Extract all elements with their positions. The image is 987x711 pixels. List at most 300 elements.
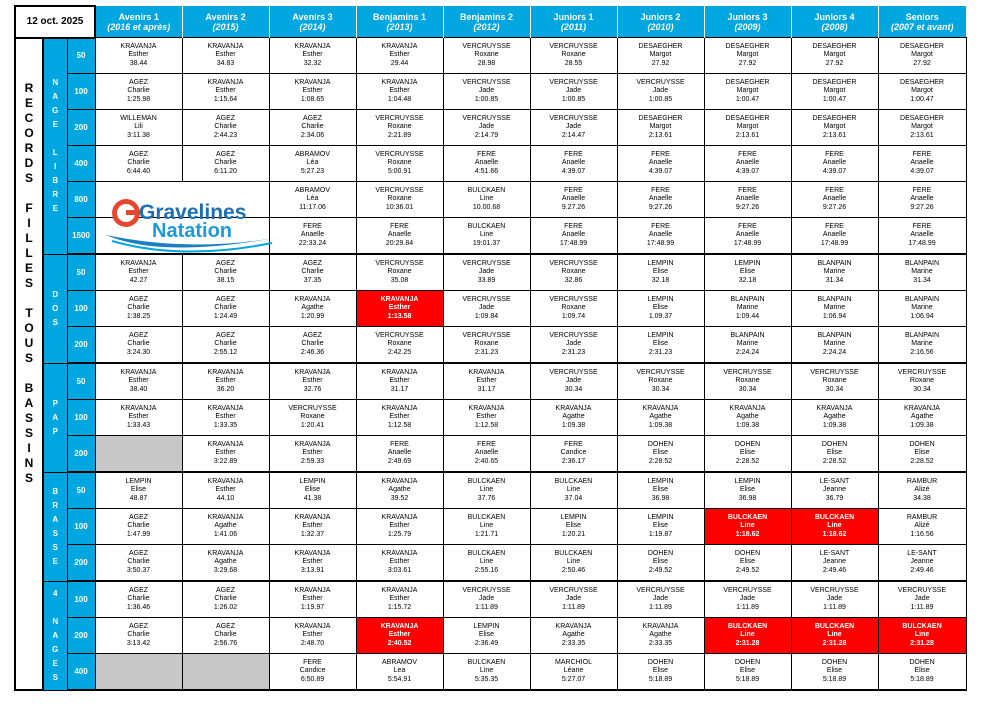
record-cell [704,327,791,364]
record-time: 10:36.01 [385,203,414,211]
record-time: 5:18.89 [910,675,934,683]
category-name: Avenirs 2 [205,11,246,22]
record-time: 2:31.28 [910,639,934,647]
swimmer-firstname: Elise [826,449,843,457]
swimmer-surname: DOHEN [909,440,935,448]
record-cell [530,400,617,436]
record-time: 1:38.25 [126,312,151,320]
record-cell [182,291,269,327]
swimmer-firstname: Roxane [909,377,935,385]
swimmer-firstname: Anaelle [910,231,934,239]
stroke-letter: E [52,204,58,213]
record-time: 2:56.76 [213,639,238,647]
swimmer-surname: VERCRUYSSE [375,114,424,122]
record-cell [95,400,182,436]
record-cell [617,581,704,618]
swimmer-firstname: Esther [302,631,323,639]
swimmer-surname: KRAVANJA [381,513,418,521]
stroke-label [43,38,67,255]
record-cell [878,182,966,218]
record-cell-highlighted [704,509,791,545]
record-cell [269,327,356,364]
swimmer-surname: VERCRUYSSE [375,331,424,339]
record-cell [269,472,356,509]
distance-label: 100 [67,581,95,618]
record-time: 1:11.89 [649,603,672,611]
swimmer-firstname: Roxane [387,123,412,131]
distance-label: 1500 [67,218,95,255]
swimmer-firstname: Charlie [214,595,237,603]
swimmer-firstname: Esther [389,522,410,530]
record-cell [791,74,878,110]
record-cell [791,654,878,691]
swimmer-firstname: Jade [565,595,582,603]
table-row [15,436,966,473]
distance-label: 200 [67,545,95,582]
record-time: 32.18 [651,276,670,284]
category-name: Benjamins 2 [459,11,514,22]
empty-cell [95,436,182,473]
record-cell [617,254,704,291]
record-cell [791,254,878,291]
swimmer-firstname: Charlie [127,522,150,530]
swimmer-surname: KRAVANJA [294,368,331,376]
category-years: (2011) [560,21,587,32]
swimmer-surname: VERCRUYSSE [462,586,511,594]
swimmer-surname: KRAVANJA [381,404,418,412]
record-time: 1:20.21 [561,530,586,538]
record-time: 2:14.47 [561,131,586,139]
swimmer-surname: KRAVANJA [381,477,418,485]
title-letter: S [24,410,33,425]
record-time: 1:06.94 [822,312,847,320]
swimmer-firstname: Jeanne [823,558,846,566]
empty-cell [182,654,269,691]
swimmer-surname: BULCKAEN [467,658,506,666]
swimmer-surname: BULCKAEN [814,513,855,521]
category-name: Avenirs 3 [292,11,333,22]
swimmer-surname: VERCRUYSSE [723,586,772,594]
record-cell [443,436,530,473]
record-cell [95,545,182,582]
swimmer-firstname: Jade [478,595,495,603]
swimmer-surname: VERCRUYSSE [462,78,511,86]
record-time: 4:51.66 [474,167,499,175]
swimmer-firstname: Jade [914,595,930,603]
record-cell [530,472,617,509]
swimmer-firstname: Charlie [214,268,237,276]
record-time: 1:00.47 [822,95,847,103]
record-cell-highlighted [878,618,966,654]
swimmer-firstname: Lea [393,667,406,675]
title-letter: D [24,155,34,170]
record-cell [269,110,356,146]
swimmer-firstname: Jade [478,87,495,95]
category-years: (2007 et avant) [890,21,954,32]
record-cell [95,509,182,545]
record-time: 1.09.37 [648,312,673,320]
swimmer-surname: BLANPAIN [904,259,940,267]
swimmer-firstname: Esther [215,413,236,421]
swimmer-surname: AGEZ [128,549,149,557]
swimmer-firstname: Anaelle [561,231,586,239]
record-time: 2:13.61 [822,131,847,139]
swimmer-surname: LEMPIN [647,477,674,485]
swimmer-firstname: Léane [563,667,584,675]
swimmer-firstname: Esther [128,413,149,421]
swimmer-surname: KRAVANJA [120,368,157,376]
swimmer-surname: KRAVANJA [381,549,418,557]
swimmer-surname: LE-SANT [907,549,937,557]
record-time: 2:14.79 [474,131,499,139]
record-time: 1:41.06 [213,530,238,538]
title-letter: E [24,260,33,275]
swimmer-surname: VERCRUYSSE [549,586,598,594]
record-cell [791,182,878,218]
swimmer-surname: FERE [912,150,932,158]
record-time: 1:20.99 [300,312,325,320]
record-time: 30.34 [913,385,931,393]
record-cell [269,545,356,582]
record-cell [704,472,791,509]
record-cell [182,146,269,182]
category-name: Avenirs 1 [118,11,159,22]
swimmer-firstname: Marine [823,340,846,348]
swimmer-firstname: Jade [652,595,669,603]
swimmer-firstname: Marine [736,304,759,312]
swimmer-surname: KRAVANJA [207,78,244,86]
record-cell [443,400,530,436]
record-cell [878,581,966,618]
swimmer-surname: DESAEGHER [812,78,857,86]
record-cell [617,327,704,364]
category-name: Juniors 1 [553,11,594,22]
swimmer-firstname: Roxane [474,340,499,348]
record-cell [878,327,966,364]
record-cell [530,182,617,218]
record-cell [530,327,617,364]
swimmer-surname: AGEZ [215,114,236,122]
category-years: (2010) [647,21,674,32]
record-time: 1:15.72 [387,603,412,611]
swimmer-firstname: Jade [826,595,843,603]
record-time: 1:20.41 [300,421,325,429]
swimmer-firstname: Line [479,195,494,203]
record-cell [95,291,182,327]
record-time: 2:21.89 [387,131,412,139]
swimmer-firstname: Roxane [387,340,412,348]
record-time: 17:48.99 [820,239,849,247]
record-cell [704,182,791,218]
swimmer-firstname: Esther [128,377,149,385]
record-time: 2:49.69 [387,457,412,465]
swimmer-surname: KRAVANJA [207,440,244,448]
record-cell [878,291,966,327]
swimmer-surname: AGEZ [215,150,236,158]
swimmer-surname: BLANPAIN [904,331,940,339]
record-cell [356,74,443,110]
table-row [15,581,966,618]
record-time: 44.10 [216,494,235,502]
distance-label: 50 [67,38,95,74]
stroke-letter: E [52,120,58,129]
swimmer-surname: VERCRUYSSE [462,331,511,339]
swimmer-firstname: Marine [823,304,846,312]
swimmer-firstname: Esther [302,51,323,59]
record-cell [530,218,617,255]
category-name: Seniors [905,11,939,22]
record-time: 31.17 [390,385,409,393]
record-cell [182,110,269,146]
record-time: 37.35 [303,276,322,284]
swimmer-firstname: Roxane [387,268,412,276]
swimmer-surname: DOHEN [734,440,761,448]
record-cell [95,74,182,110]
swimmer-surname: BLANPAIN [817,295,852,303]
swimmer-firstname: Line [827,522,842,530]
swimmer-firstname: Roxane [300,413,325,421]
record-time: 2:33.35 [561,639,586,647]
logo-text-line1: Gravelines [139,201,247,224]
record-cell [617,291,704,327]
swimmer-firstname: Anaelle [474,159,499,167]
title-letter: S [24,425,33,440]
swimmer-surname: KRAVANJA [207,477,244,485]
swimmer-firstname: Agathe [388,486,411,494]
record-time: 1:04.48 [387,95,412,103]
swimmer-firstname: Marine [911,268,933,276]
stroke-letter: N [52,616,59,626]
record-time: 32.76 [303,385,322,393]
stroke-letter: P [52,426,58,436]
record-time: 2:42.25 [387,348,412,356]
record-cell [704,581,791,618]
swimmer-firstname: Line [479,231,494,239]
record-cell [182,363,269,400]
record-cell [878,218,966,255]
record-cell [182,618,269,654]
record-cell [443,110,530,146]
swimmer-firstname: Elise [914,667,930,675]
record-time: 48.87 [129,494,148,502]
swimmer-surname: FERE [477,150,496,158]
category-name: Juniors 3 [727,11,768,22]
record-cell [791,363,878,400]
swimmer-firstname: Line [479,558,494,566]
records-title-vertical [15,38,43,691]
record-cell [443,363,530,400]
record-time: 4:39.07 [735,167,760,175]
swimmer-firstname: Charlie [127,558,150,566]
record-cell [530,74,617,110]
record-cell [356,146,443,182]
swimmer-firstname: Anaelle [648,231,673,239]
record-time: 1:13.58 [387,312,412,320]
swimmer-surname: BULCKAEN [467,549,506,557]
record-time: 1:06.94 [910,312,934,320]
swimmer-surname: BULCKAEN [554,477,593,485]
record-time: 2:13.61 [910,131,934,139]
stroke-letter: R [52,500,59,510]
swimmer-firstname: Anaelle [648,159,673,167]
record-cell [356,218,443,255]
record-time: 1:09.38 [648,421,673,429]
record-cell [878,38,966,74]
record-time: 28.98 [477,59,496,67]
record-cell-highlighted [704,618,791,654]
record-cell [95,327,182,364]
record-time: 1:18.62 [822,530,847,538]
record-time: 6:44.40 [126,167,151,175]
record-time: 5:18.89 [735,675,760,683]
record-time: 22:33.24 [298,239,327,247]
distance-label: 50 [67,254,95,291]
record-cell [269,618,356,654]
swimmer-surname: VERCRUYSSE [897,368,947,376]
record-cell [617,110,704,146]
swimmer-surname: VERCRUYSSE [810,586,859,594]
record-cell [443,38,530,74]
swimmer-surname: FERE [651,222,670,230]
title-letter: I [27,440,31,455]
record-time: 1:09.44 [735,312,760,320]
table-row [15,38,966,74]
swimmer-firstname: Esther [215,449,236,457]
record-cell [878,363,966,400]
record-cell [530,146,617,182]
record-cell [443,254,530,291]
swimmer-firstname: Esther [302,522,323,530]
record-cell [269,38,356,74]
swimmer-firstname: Anaelle [648,195,673,203]
record-cell [530,581,617,618]
record-cell [704,254,791,291]
swimmer-surname: DESAEGHER [725,42,770,50]
record-cell [95,581,182,618]
swimmer-firstname: Anaelle [387,449,412,457]
swimmer-firstname: Agathe [562,631,585,639]
swimmer-surname: LEMPIN [299,477,326,485]
record-time: 5:00.91 [387,167,412,175]
distance-label: 100 [67,400,95,436]
record-cell [356,400,443,436]
swimmer-firstname: Margot [736,51,759,59]
swimmer-surname: FERE [303,222,322,230]
swimmer-firstname: Léa [306,195,319,203]
record-cell [443,327,530,364]
swimmer-firstname: Charlie [214,631,237,639]
title-letter: L [25,245,33,260]
record-time: 9:27.26 [822,203,847,211]
swimmer-surname: VERCRUYSSE [810,368,859,376]
stroke-letter: O [52,303,59,313]
swimmer-firstname: Anaelle [910,195,934,203]
record-time: 17:48.99 [646,239,675,247]
record-time: 3:22.89 [213,457,238,465]
swimmer-surname: FERE [651,186,670,194]
record-cell [443,218,530,255]
record-time: 2:49.52 [735,566,760,574]
table-row [15,74,966,110]
swimmer-surname: LEMPIN [647,259,674,267]
record-cell [182,472,269,509]
record-cell [617,38,704,74]
title-letter: I [27,215,31,230]
swimmer-surname: LEMPIN [473,622,500,630]
column-header [791,6,878,38]
swimmer-firstname: Lili [134,123,143,131]
record-cell [95,363,182,400]
record-cell-highlighted [791,509,878,545]
swimmer-surname: DOHEN [734,658,761,666]
swimmer-surname: VERCRUYSSE [636,586,685,594]
record-cell [530,254,617,291]
record-time: 9.27.26 [561,203,586,211]
record-cell [95,38,182,74]
swimmer-surname: DESAEGHER [900,78,944,86]
record-cell [95,618,182,654]
swimmer-surname: KRAVANJA [120,404,157,412]
record-time: 1:33.35 [213,421,238,429]
title-letter: S [24,170,33,185]
record-time: 2:46.36 [300,348,325,356]
record-cell [443,545,530,582]
record-cell [443,654,530,691]
record-cell [356,182,443,218]
record-cell [617,400,704,436]
record-cell [530,363,617,400]
record-time: 2:34.06 [300,131,325,139]
swimmer-firstname: Elise [652,522,669,530]
record-time: 27.92 [913,59,931,67]
stroke-letter: S [52,542,58,552]
record-time: 17:48.99 [908,239,936,247]
swimmer-firstname: Anaelle [561,195,586,203]
empty-cell [95,654,182,691]
record-cell [269,509,356,545]
swimmer-surname: DESAEGHER [812,114,857,122]
swimmer-surname: KRAVANJA [294,513,331,521]
swimmer-surname: LE-SANT [819,477,850,485]
record-time: 2:16.56 [910,348,934,356]
table-row [15,509,966,545]
swimmer-firstname: Charlie [214,340,237,348]
swimmer-surname: KRAVANJA [816,404,853,412]
record-time: 4:39.07 [910,167,934,175]
category-name: Juniors 4 [814,11,855,22]
record-time: 2:31.23 [561,348,586,356]
stroke-letter: E [52,658,58,668]
swimmer-firstname: Agathe [736,413,759,421]
title-letter: T [25,305,33,320]
record-cell [443,618,530,654]
swimmer-firstname: Elise [478,631,495,639]
swimmer-surname: FERE [825,150,844,158]
swimmer-surname: LEMPIN [647,331,674,339]
swimmer-surname: BLANPAIN [904,295,940,303]
title-letter [16,186,42,201]
record-time: 2:28.52 [822,457,847,465]
swimmer-surname: KRAVANJA [207,368,244,376]
record-cell [530,436,617,473]
swimmer-firstname: Candice [299,667,326,675]
record-cell [791,400,878,436]
swimmer-firstname: Elise [739,667,756,675]
stroke-letter: R [52,190,59,199]
record-time: 37.04 [564,494,583,502]
swimmer-firstname: Elise [914,449,930,457]
swimmer-firstname: Charlie [127,340,150,348]
